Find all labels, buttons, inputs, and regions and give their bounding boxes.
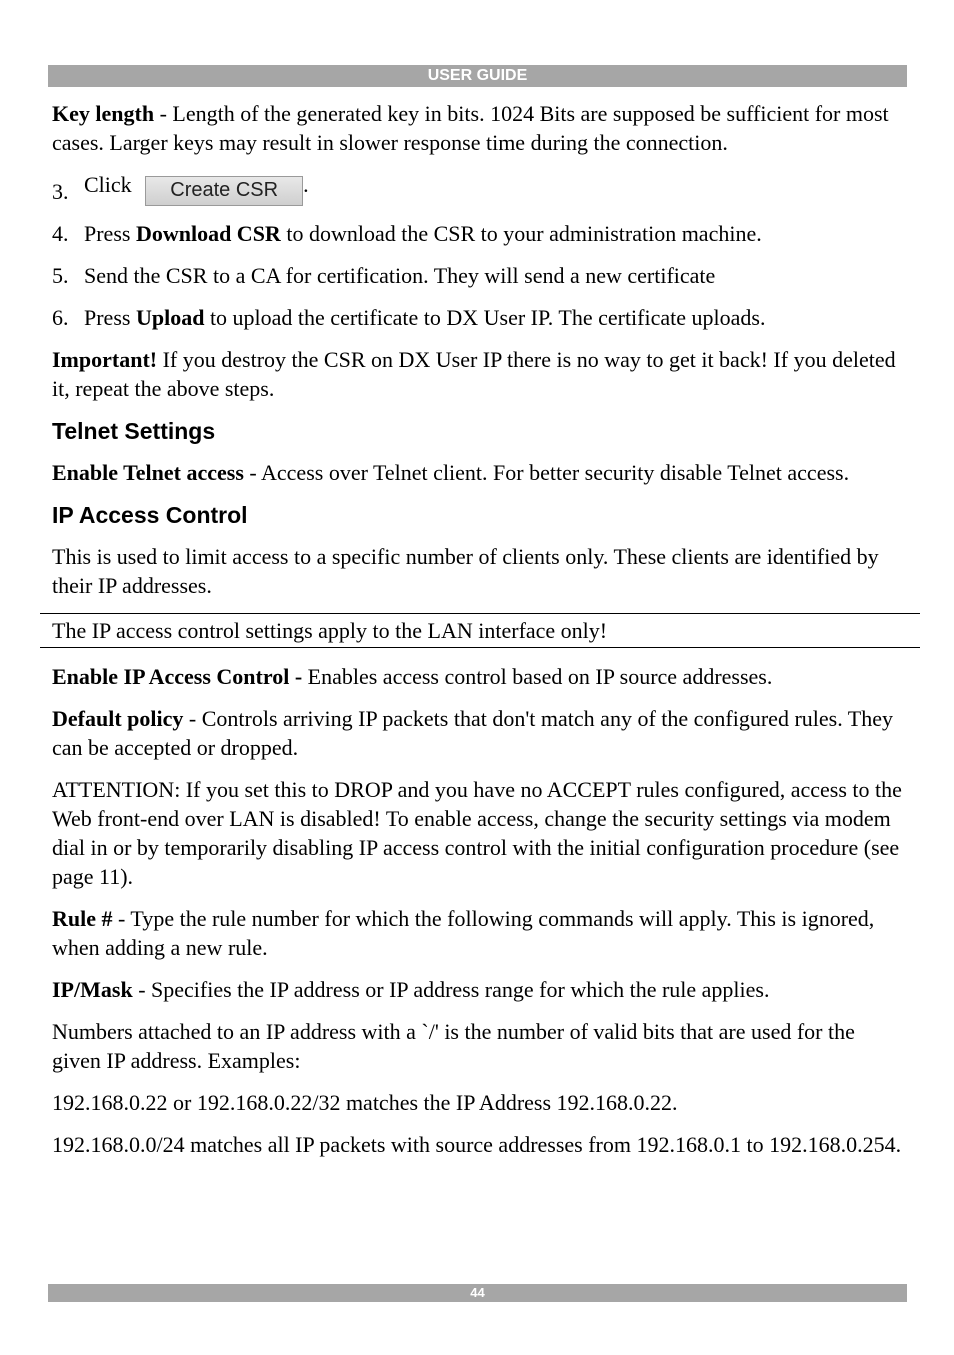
- step-text-end: to download the CSR to your administration machine.: [280, 221, 762, 246]
- important-paragraph: [52, 345, 907, 403]
- important-term: Important!: [52, 347, 158, 372]
- telnet-text: - Access over Telnet client. For better security disable Telnet access.: [243, 460, 850, 485]
- step-text-end: to upload the certificate to DX User IP. The certificate uploads.: [204, 305, 766, 330]
- rule-paragraph: [52, 904, 907, 962]
- step-text: Press: [84, 221, 136, 246]
- download-csr-term: Download CSR: [135, 221, 281, 246]
- rule-term: Rule #: [52, 906, 113, 931]
- step-text: Send the CSR to a CA for certification. They will send a new certificate: [84, 263, 716, 288]
- key-length-text: - Length of the generated key in bits. 1024 Bits are supposed be sufficient for most cases. Larger keys may result in slower response time during the connection.: [52, 101, 889, 155]
- footer-bar: [48, 1284, 907, 1302]
- example-2: 192.168.0.0/24 matches all IP packets with source addresses from 192.168.0.1 to 192.168.0.254.: [52, 1132, 902, 1157]
- default-policy-text: - Controls arriving IP packets that don't match any of the configured rules. They can be accepted or dropped.: [52, 706, 894, 760]
- ip-mask-paragraph: [52, 975, 907, 1004]
- ip-mask-term: IP/Mask: [52, 977, 133, 1002]
- ip-access-intro: This is used to limit access to a specific number of clients only. These clients are identified by their IP addresses.: [52, 544, 879, 598]
- default-policy-term: Default policy: [52, 706, 184, 731]
- ip-access-heading: IP Access Control: [52, 502, 248, 528]
- enable-ip-access-text: Enables access control based on IP source addresses.: [302, 664, 773, 689]
- rule-text: - Type the rule number for which the following commands will apply. This is ignored, when adding a new rule.: [52, 906, 875, 960]
- telnet-paragraph: [52, 458, 907, 487]
- numbers-paragraph: Numbers attached to an IP address with a `/' is the number of valid bits that are used for the given IP address. Examples:: [52, 1019, 855, 1073]
- page-content: [52, 99, 907, 1172]
- step-number: 6.: [52, 305, 69, 330]
- example-1: 192.168.0.22 or 192.168.0.22/32 matches the IP Address 192.168.0.22.: [52, 1090, 678, 1115]
- telnet-heading: Telnet Settings: [52, 418, 216, 444]
- ip-access-note: The IP access control settings apply to the LAN interface only!: [40, 613, 920, 648]
- step-3: [52, 170, 907, 206]
- ip-mask-text: - Specifies the IP address or IP address range for which the rule applies.: [132, 977, 770, 1002]
- enable-ip-access-term: Enable IP Access Control -: [52, 664, 303, 689]
- step-text: Press: [84, 305, 136, 330]
- default-policy-paragraph: [52, 704, 907, 762]
- key-length-term: Key length: [52, 101, 155, 126]
- step-text: Click: [84, 172, 138, 197]
- step-number: 3.: [52, 179, 69, 204]
- attention-paragraph: ATTENTION: If you set this to DROP and you have no ACCEPT rules configured, access to the Web front-end over LAN is disabled! To enable access, change the security settings via modem dial in or by temporarily disabling IP access control with the initial configuration procedure (see page 11).: [52, 777, 902, 889]
- enable-ip-access-paragraph: [52, 662, 907, 691]
- header-title: USER GUIDE: [427, 67, 528, 84]
- upload-term: Upload: [135, 305, 205, 330]
- key-length-paragraph: [52, 99, 907, 157]
- important-text: If you destroy the CSR on DX User IP there is no way to get it back! If you deleted it, repeat the above steps.: [52, 347, 896, 401]
- step-number: 5.: [52, 263, 69, 288]
- step-text-end: .: [303, 172, 309, 197]
- header-bar: [48, 65, 907, 87]
- step-6: [52, 303, 907, 332]
- step-number: 4.: [52, 221, 69, 246]
- page-number: 44: [470, 1285, 485, 1300]
- telnet-term: Enable Telnet access: [52, 460, 244, 485]
- create-csr-button-image: Create CSR: [145, 176, 303, 206]
- step-5: [52, 261, 907, 290]
- step-4: [52, 219, 907, 248]
